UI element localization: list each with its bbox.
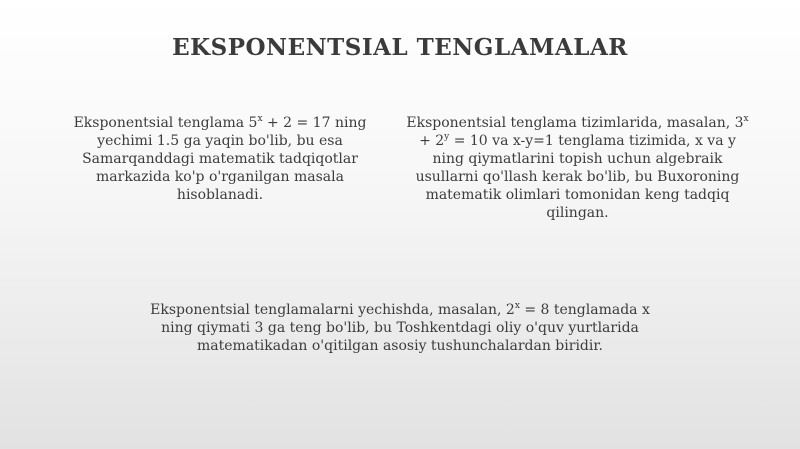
exponent: x — [257, 114, 263, 124]
paragraph-text: Eksponentsial tenglama tizimlarida, masalan, 3 — [406, 115, 744, 131]
paragraph-text: + 2 = 17 ning yechimi 1.5 ga yaqin bo'lib, bu esa Samarqanddagi matematik tadqiqotlar markazida ko'p o'rganilgan masala hisoblanadi. — [82, 115, 367, 203]
exponent: y — [444, 132, 450, 142]
paragraph-text: Eksponentsial tenglamalarni yechishda, masalan, 2 — [150, 302, 515, 318]
paragraph-text: Eksponentsial tenglama 5 — [73, 115, 258, 131]
exponent: x — [514, 301, 520, 311]
paragraph-samarqand — [60, 114, 380, 204]
paragraph-text: = 8 tenglamada x ning qiymati 3 ga teng bo'lib, bu Toshkentdagi oliy o'quv yurtlarida matematikadan o'qitilgan asosiy tushunchalardan biridir. — [161, 302, 650, 354]
paragraph-toshkent — [140, 301, 660, 355]
paragraph-buxoro — [405, 114, 750, 222]
paragraph-text: = 10 va x-y=1 tenglama tizimida, x va y ning qiymatlarini topish uchun algebraik usullarni qo'llash kerak bo'lib, bu Buxoroning matematik olimlari tomonidan keng tadqiq qilingan. — [415, 133, 740, 221]
slide-title: EKSPONENTSIAL TENGLAMALAR — [172, 34, 628, 61]
paragraph-text: + 2 — [419, 133, 445, 149]
exponent: x — [743, 114, 749, 124]
